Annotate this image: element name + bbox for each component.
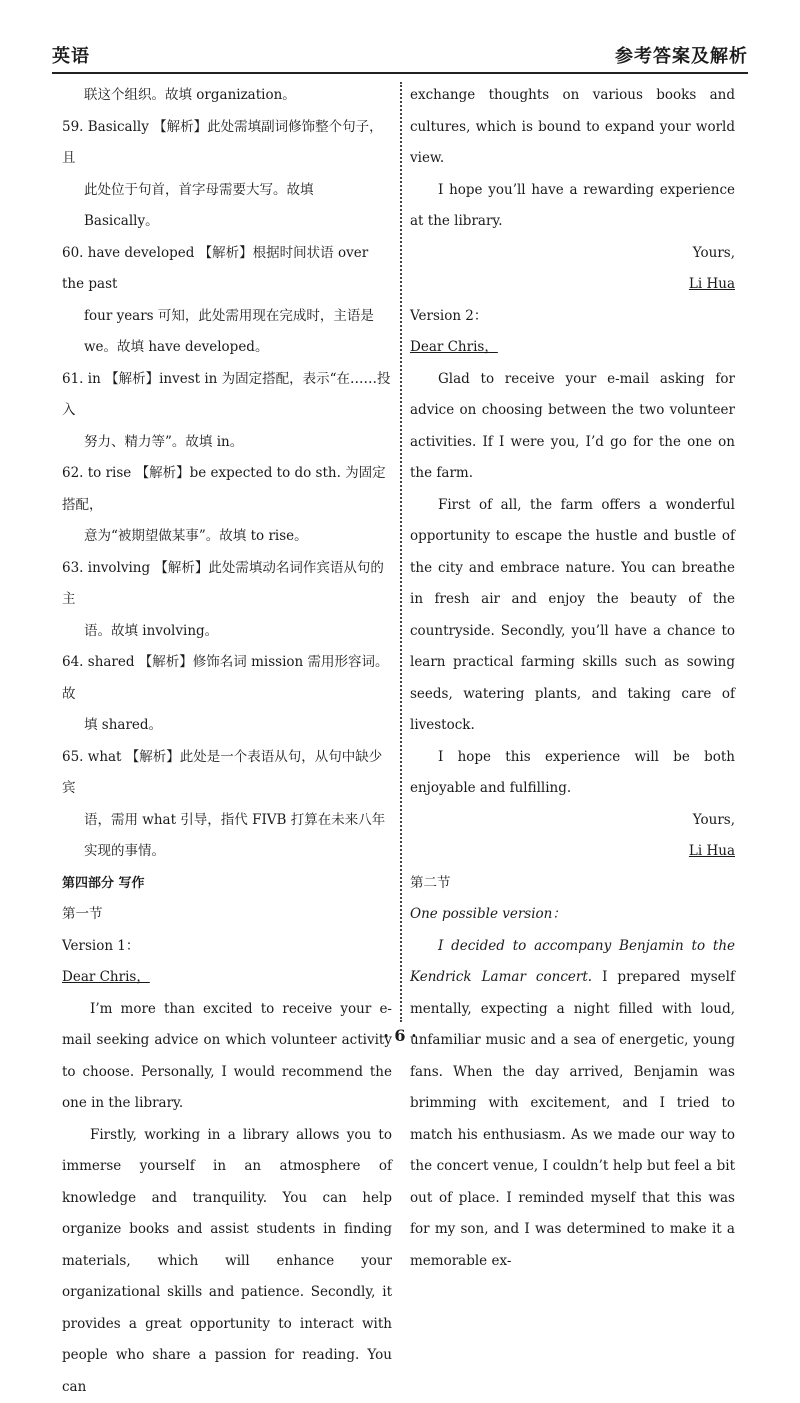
letter-paragraph: I hope you’ll have a rewarding experience at the library.: [410, 175, 735, 238]
page-number: · 6 ·: [0, 1026, 800, 1045]
letter-paragraph: Glad to receive your e-mail asking for advice on choosing between the two volunteer activities. If I were you, I’d go for the one on the farm.: [410, 364, 735, 490]
continued-line: 联这个组织。故填 organization。: [62, 80, 392, 112]
left-column: [62, 80, 392, 1403]
answer-head: 65. what 【解析】此处是一个表语从句，从句中缺少宾: [62, 749, 382, 797]
signature-name: Li Hua: [689, 843, 735, 859]
header-title: 参考答案及解析: [615, 42, 748, 68]
column-divider: [400, 82, 402, 1022]
answer-head: 60. have developed 【解析】根据时间状语 over the past: [62, 245, 368, 293]
story-body: I prepared myself mentally, expecting a night filled with loud, unfamiliar music and a sea of energetic, young fans. When the day arrived, Benjamin was brimming with excitement, and I tried to match his enthusiasm. As we made our way to the concert venue, I couldn’t help but feel a bit out of place. I reminded myself that this was for my son, and I was determined to make it a memorable ex-: [410, 969, 735, 1269]
letter-paragraph: exchange thoughts on various books and cultures, which is bound to expand your world view.: [410, 80, 735, 175]
answer-head: 61. in 【解析】invest in 为固定搭配，表示“在……投入: [62, 371, 391, 419]
answer-head: 59. Basically 【解析】此处需填副词修饰整个句子，且: [62, 119, 383, 167]
header-subject: 英语: [52, 42, 90, 68]
page-header: [52, 38, 748, 74]
closing: Yours,: [410, 238, 735, 270]
greeting: Dear Chris，: [62, 962, 392, 994]
letter-paragraph: I hope this experience will be both enjoyable and fulfilling.: [410, 742, 735, 805]
letter-paragraph: I’m more than excited to receive your e-mail seeking advice on which volunteer activity to choose. Personally, I would recommend the one in the library.: [62, 994, 392, 1120]
greeting: Dear Chris，: [410, 332, 735, 364]
answer-cont: 填 shared。: [62, 710, 392, 742]
answer-cont: four years 可知，此处需用现在完成时，主语是 we。故填 have developed。: [62, 301, 392, 364]
section-title: 第四部分 写作: [62, 868, 392, 900]
answer-cont: 此处位于句首，首字母需要大写。故填 Basically。: [62, 175, 392, 238]
answer-item-62: [62, 458, 392, 553]
answer-cont: 语，需用 what 引导，指代 FIVB 打算在未来八年实现的事情。: [62, 805, 392, 868]
signature-name: Li Hua: [689, 276, 735, 292]
signature: [410, 269, 735, 301]
answer-head: 63. involving 【解析】此处需填动名词作宾语从句的主: [62, 560, 384, 608]
answer-head: 62. to rise 【解析】be expected to do sth. 为固定搭配，: [62, 465, 386, 513]
answer-cont: 努力、精力等”。故填 in。: [62, 427, 392, 459]
version2-label: Version 2：: [410, 301, 735, 333]
subsection-title: 第二节: [410, 868, 735, 900]
letter-paragraph: Firstly, working in a library allows you to immerse yourself in an atmosphere of knowledge and tranquility. You can help organize books and assist students in finding materials, which will enhance your organizational skills and patience. Secondly, it provides a great opportunity to interact with people who share a passion for reading. You can: [62, 1120, 392, 1403]
letter-paragraph: First of all, the farm offers a wonderful opportunity to escape the hustle and bustle of the city and embrace nature. You can breathe in fresh air and enjoy the beauty of the countryside. Secondly, you’ll have a chance to learn practical farming skills such as sowing seeds, watering plants, and taking care of livestock.: [410, 490, 735, 742]
version1-label: Version 1：: [62, 931, 392, 963]
closing: Yours,: [410, 805, 735, 837]
answer-head: 64. shared 【解析】修饰名词 mission 需用形容词。故: [62, 654, 389, 702]
signature: [410, 836, 735, 868]
answer-item-60: [62, 238, 392, 364]
answer-item-65: [62, 742, 392, 868]
story-paragraph: [410, 931, 735, 1278]
answer-item-64: [62, 647, 392, 742]
story-opening: I decided to accompany Benjamin to the Kendrick Lamar concert.: [410, 938, 735, 986]
answer-item-59: [62, 112, 392, 238]
answer-cont: 意为“被期望做某事”。故填 to rise。: [62, 521, 392, 553]
subsection-title: 第一节: [62, 899, 392, 931]
answer-cont: 语。故填 involving。: [62, 616, 392, 648]
answer-item-63: [62, 553, 392, 648]
answer-item-61: [62, 364, 392, 459]
possible-version-label: One possible version：: [410, 899, 735, 931]
right-column: [410, 80, 735, 1277]
